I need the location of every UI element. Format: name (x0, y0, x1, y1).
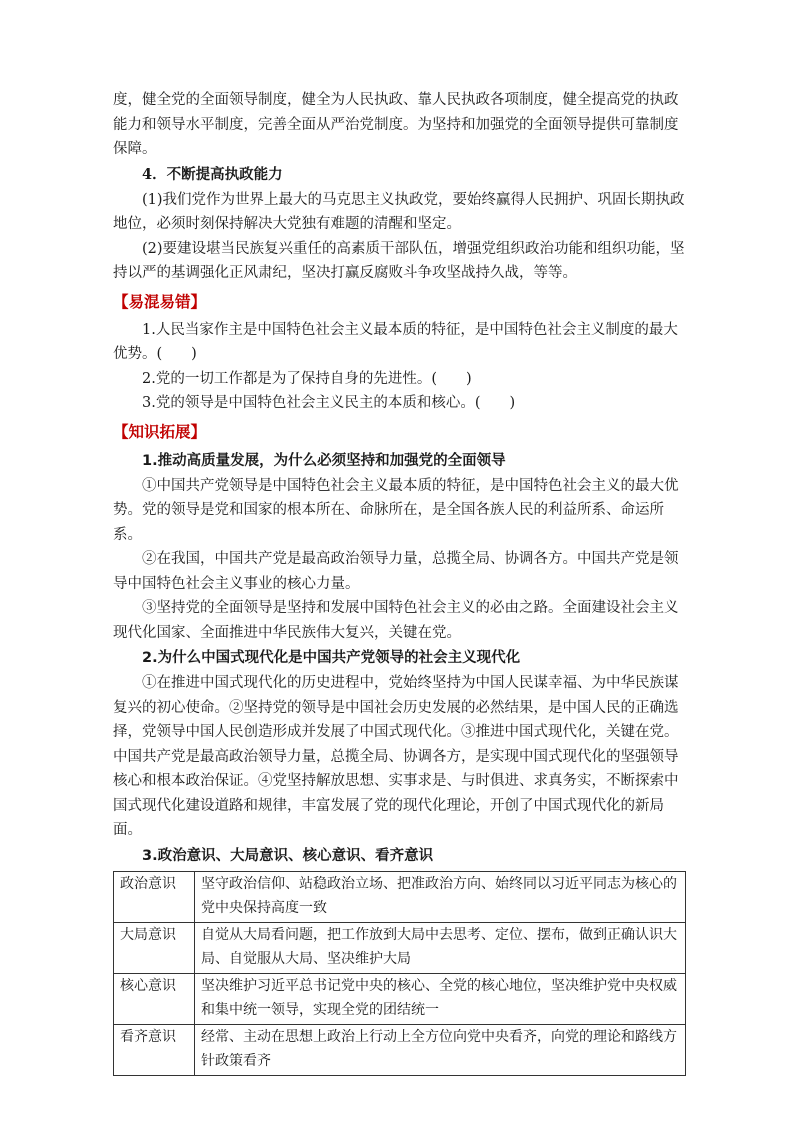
awareness-table (113, 871, 686, 1076)
table-row (114, 973, 686, 1024)
table-desc-cell: 坚决维护习近平总书记党中央的核心、全党的核心地位，坚决维护党中央权威和集中统一领导，实现全党的团结统一 (195, 973, 686, 1024)
table-row (114, 871, 686, 922)
question-2-para: ①在推进中国式现代化的历史进程中，党始终坚持为中国人民谋幸福、为中华民族谋复兴的初心使命。②坚持党的领导是中国社会历史发展的必然结果，是中国人民的正确选择，党领导中国人民创造形成并发展了中国式现代化。③推进中国式现代化，关键在党。中国共产党是最高政治领导力量，总揽全局、协调各方，是实现中国式现代化的坚强领导核心和根本政治保证。④党坚持解放思想、实事求是、与时俱进、求真务实，不断探索中国式现代化建设道路和规律，丰富发展了党的现代化理论，开创了中国式现代化的新局面。 (113, 675, 679, 838)
document-page (113, 88, 688, 1076)
table-desc-cell: 自觉从大局看问题，把工作放到大局中去思考、定位、摆布，做到正确认识大局、自觉服从大局、坚决维护大局 (195, 922, 686, 973)
question-3-title: 3.政治意识、大局意识、核心意识、看齐意识 (142, 847, 434, 864)
question-1-para-1: ①中国共产党领导是中国特色社会主义最本质的特征，是中国特色社会主义的最大优势。党的领导是党和国家的根本所在、命脉所在，是全国各族人民的利益所系、命运所系。 (113, 477, 679, 543)
table-row (114, 1024, 686, 1075)
confusion-heading: 【易混易错】 (113, 292, 207, 311)
table-term-cell: 政治意识 (114, 871, 195, 922)
question-1-para-2: ②在我国，中国共产党是最高政治领导力量，总揽全局、协调各方。中国共产党是领导中国特色社会主义事业的核心力量。 (113, 551, 679, 592)
confusion-item-1: 1.人民当家作主是中国特色社会主义最本质的特征，是中国特色社会主义制度的最大优势。( ) (113, 321, 678, 362)
table-row (114, 922, 686, 973)
question-1-title: 1.推动高质量发展，为什么必须坚持和加强党的全面领导 (142, 452, 506, 469)
table-term-cell: 看齐意识 (114, 1024, 195, 1075)
table-term-cell: 核心意识 (114, 973, 195, 1024)
question-1-para-3: ③坚持党的全面领导是坚持和发展中国特色社会主义的必由之路。全面建设社会主义现代化国家、全面推进中华民族伟大复兴，关键在党。 (113, 600, 679, 641)
confusion-item-2: 2.党的一切工作都是为了保持自身的先进性。( ) (142, 370, 472, 387)
section-4-heading: 4．不断提高执政能力 (142, 165, 283, 183)
confusion-item-3: 3.党的领导是中国特色社会主义民主的本质和核心。( ) (142, 395, 516, 411)
section-4-item-1: (1)我们党作为世界上最大的马克思主义执政党，要始终赢得人民拥护、巩固长期执政地位，必须时刻保持解决大党独有难题的清醒和坚定。 (113, 191, 685, 232)
extension-heading: 【知识拓展】 (113, 422, 207, 441)
intro-paragraph: 度，健全党的全面领导制度，健全为人民执政、靠人民执政各项制度，健全提高党的执政能力和领导水平制度，完善全面从严治党制度。为坚持和加强党的全面领导提供可靠制度保障。 (113, 92, 679, 157)
question-2-title: 2.为什么中国式现代化是中国共产党领导的社会主义现代化 (142, 650, 521, 666)
table-term-cell: 大局意识 (114, 922, 195, 973)
table-desc-cell: 坚守政治信仰、站稳政治立场、把准政治方向、始终同以习近平同志为核心的党中央保持高度一致 (195, 871, 686, 922)
table-desc-cell: 经常、主动在思想上政治上行动上全方位向党中央看齐，向党的理论和路线方针政策看齐 (195, 1024, 686, 1075)
section-4-item-2: (2)要建设堪当民族复兴重任的高素质干部队伍，增强党组织政治功能和组织功能，坚持以严的基调强化正风肃纪，坚决打赢反腐败斗争攻坚战持久战，等等。 (113, 240, 685, 281)
